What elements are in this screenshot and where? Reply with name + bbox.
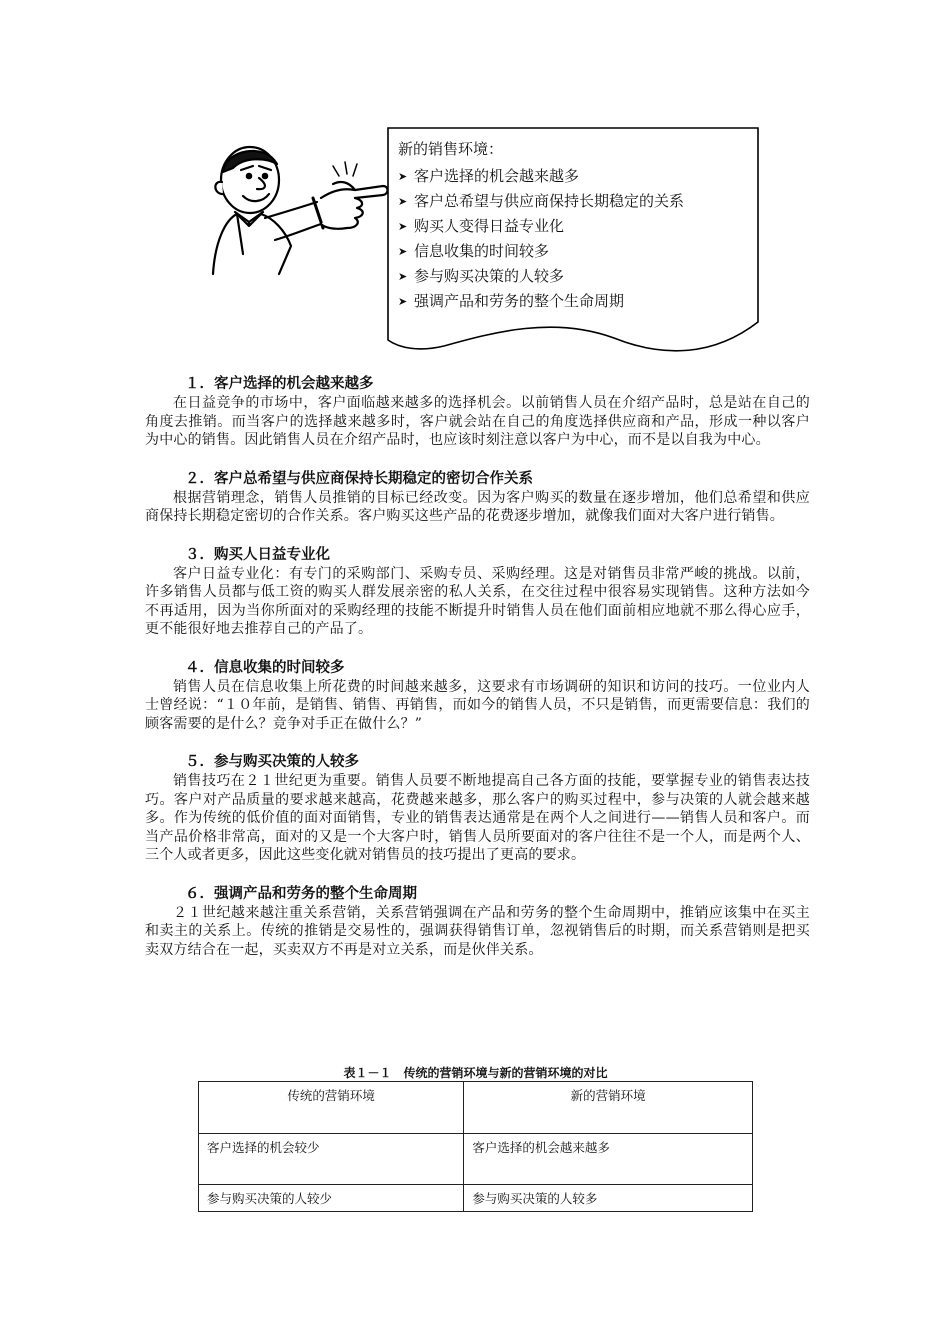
- arrow-bullet-icon: ➤: [398, 295, 408, 308]
- new-sales-environment-callout: [384, 126, 760, 356]
- callout-item-text: 信息收集的时间较多: [414, 242, 550, 260]
- callout-item: [398, 289, 684, 314]
- callout-item-text: 客户选择的机会越来越多: [414, 167, 580, 185]
- callout-item: [398, 264, 684, 289]
- callout-item: [398, 214, 684, 239]
- table-cell: 参与购买决策的人较多: [464, 1185, 753, 1212]
- section-5: [145, 753, 810, 865]
- section-heading: １．客户选择的机会越来越多: [185, 376, 374, 392]
- callout-item: [398, 239, 684, 264]
- callout-item-text: 参与购买决策的人较多: [414, 267, 565, 285]
- table-cell: 客户选择的机会较少: [199, 1134, 464, 1185]
- table-header-cell: 传统的营销环境: [199, 1082, 464, 1134]
- arrow-bullet-icon: ➤: [398, 195, 408, 208]
- section-4: [145, 659, 810, 734]
- table-header-cell: 新的营销环境: [464, 1082, 753, 1134]
- arrow-bullet-icon: ➤: [398, 220, 408, 233]
- callout-title: 新的销售环境：: [398, 140, 504, 158]
- section-heading: ３．购买人日益专业化: [185, 546, 330, 563]
- section-1: [145, 375, 810, 450]
- arrow-bullet-icon: ➤: [398, 245, 408, 258]
- section-paragraph: 在日益竞争的市场中，客户面临越来越多的选择机会。以前销售人员在介绍产品时，总是站在自己的角度去推销。而当客户的选择越来越多时，客户就会站在自己的角度选择供应商和产品，形成一种以客户为中心的销售。因此销售人员在介绍产品时，也应该时刻注意以客户为中心，而不是以自我为中心。: [145, 395, 810, 448]
- section-3: [145, 546, 810, 639]
- section-2: [145, 470, 810, 526]
- arrow-bullet-icon: ➤: [398, 170, 408, 183]
- article-body: [145, 375, 810, 979]
- section-paragraph: 销售人员在信息收集上所花费的时间越来越多，这要求有市场调研的知识和访问的技巧。一位业内人士曾经说：“１０年前，是销售、销售、再销售，而如今的销售人员，不只是销售，而更需要信息：我们的顾客需要的是什么？竞争对手正在做什么？”: [145, 678, 810, 732]
- callout-item: [398, 189, 684, 214]
- table-header-row: [199, 1082, 753, 1134]
- section-heading: ６．强调产品和劳务的整个生命周期: [185, 885, 417, 902]
- callout-list: [398, 164, 684, 314]
- arrow-bullet-icon: ➤: [398, 270, 408, 283]
- section-paragraph: 销售技巧在２１世纪更为重要。销售人员要不断地提高自己各方面的技能，要掌握专业的销售表达技巧。客户对产品质量的要求越来越高，花费越来越多，那么客户的购买过程中，参与决策的人就会越来越多。作为传统的低价值的面对面销售，专业的销售表达通常是在两个人之间进行——销售人员和客户。而当产品价格非常高，面对的又是一个大客户时，销售人员所要面对的客户往往不是一个人，而是两个人、三个人或者更多，因此这些变化就对销售员的技巧提出了更高的要求。: [145, 773, 810, 863]
- section-6: [145, 885, 810, 960]
- section-heading: ２．客户总希望与供应商保持长期稳定的密切合作关系: [185, 470, 533, 487]
- table-caption: 表１－１ 传统的营销环境与新的营销环境的对比: [343, 1066, 608, 1080]
- section-paragraph: ２１世纪越来越注重关系营销，关系营销强调在产品和劳务的整个生命周期中，推销应该集中在买主和卖主的关系上。传统的推销是交易性的，强调获得销售订单，忽视销售后的时期，而关系营销则是把买卖双方结合在一起，买卖双方不再是对立关系，而是伙伴关系。: [145, 904, 810, 958]
- comparison-table: [198, 1081, 753, 1212]
- table-cell: 客户选择的机会越来越多: [464, 1134, 753, 1185]
- callout-item-text: 强调产品和劳务的整个生命周期: [414, 292, 625, 310]
- callout-item-text: 客户总希望与供应商保持长期稳定的关系: [414, 192, 685, 210]
- section-paragraph: 客户日益专业化：有专门的采购部门、采购专员、采购经理。这是对销售员非常严峻的挑战。以前，许多销售人员都与低工资的购买人群发展亲密的私人关系，在交往过程中很容易实现销售。这种方法如今不再适用，因为当你所面对的采购经理的技能不断提升时销售人员在他们面前相应地就不那么得心应手，更不能很好地去推荐自己的产品了。: [145, 565, 810, 637]
- callout-item: [398, 164, 684, 189]
- pointing-businessman-illustration: [205, 142, 390, 277]
- table-row: [199, 1185, 753, 1212]
- section-heading: ５．参与购买决策的人较多: [185, 754, 359, 770]
- section-heading: ４．信息收集的时间较多: [185, 659, 345, 676]
- callout-item-text: 购买人变得日益专业化: [414, 217, 565, 235]
- table-row: [199, 1134, 753, 1185]
- table-cell: 参与购买决策的人较少: [199, 1185, 464, 1212]
- section-paragraph: 根据营销理念，销售人员推销的目标已经改变。因为客户购买的数量在逐步增加，他们总希望和供应商保持长期稳定密切的合作关系。客户购买这些产品的花费逐步增加，就像我们面对大客户进行销售。: [145, 489, 810, 524]
